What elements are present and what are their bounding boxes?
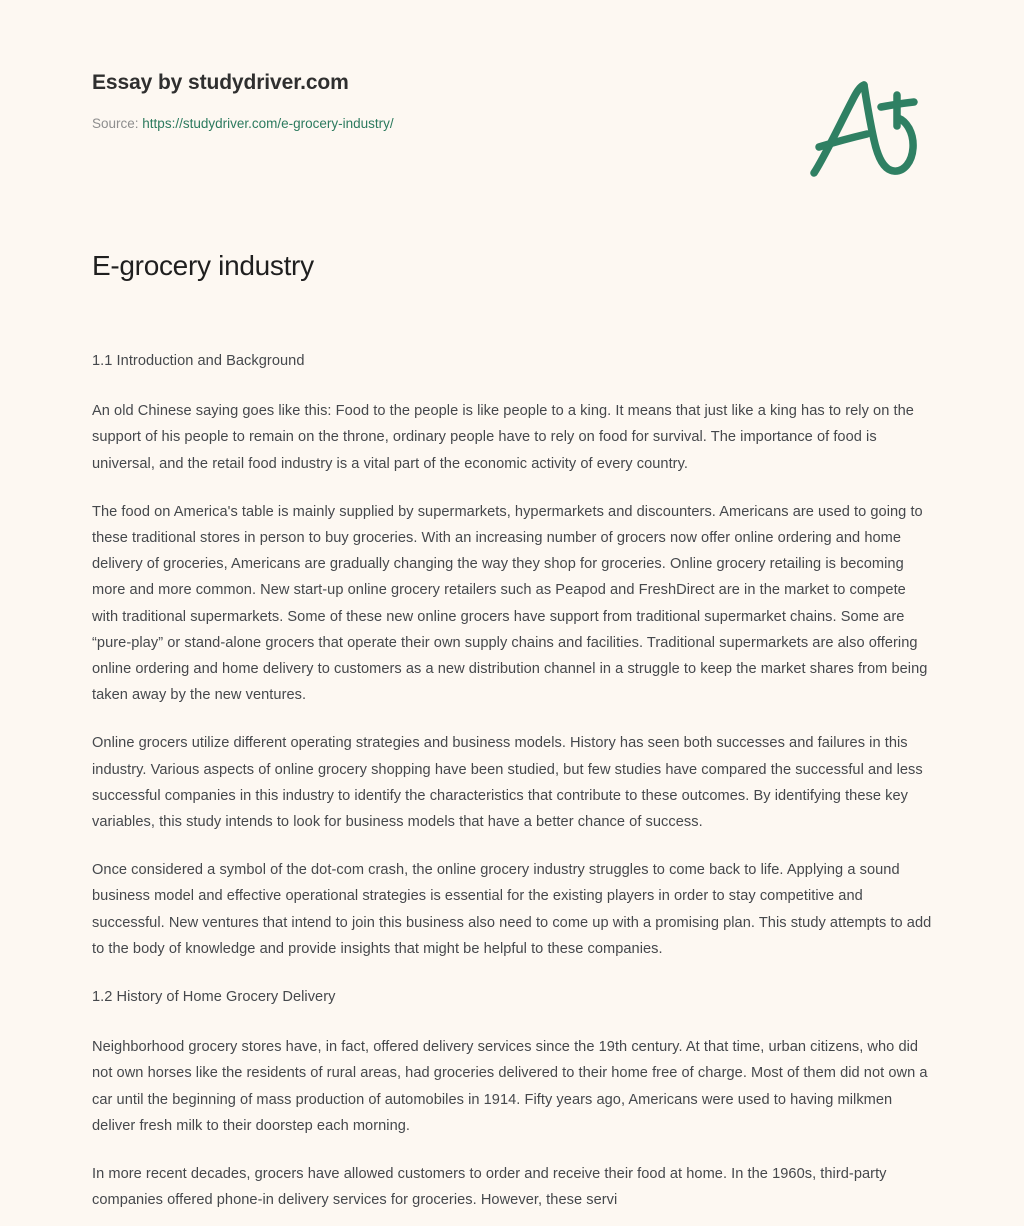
a-plus-logo-icon	[806, 74, 924, 182]
paragraph-recent-decades: In more recent decades, grocers have allowed customers to order and receive their food at home. In the 1960s, third-party companies offered phone-in delivery services for groceries. However, these servi	[92, 1166, 887, 1209]
section-heading-1-1: 1.1 Introduction and Background	[92, 353, 305, 369]
source-label: Source:	[92, 116, 139, 132]
essay-body	[92, 348, 932, 1213]
paragraph-operating-strategies: Online grocers utilize different operating strategies and business models. History has seen both successes and failures in this industry. Various aspects of online grocery shopping have been studied, but few studies have compared the successful and less successful companies in this industry to identify the characteristics that contribute to these outcomes. By identifying these key variables, this study intends to look for business models that have a better chance of success.	[92, 735, 923, 831]
source-url-link[interactable]: https://studydriver.com/e-grocery-industry/	[142, 116, 394, 132]
paragraph-america-supermarkets: The food on America's table is mainly supplied by supermarkets, hypermarkets and discounters. Americans are used to going to these traditional stores in person to buy groceries. With an increasing number of grocers now offer online ordering and home delivery of groceries, Americans are gradually changing the way they shop for groceries. Online grocery retailing is becoming more and more common. New start-up online grocery retailers such as Peapod and FreshDirect are in the market to compete with traditional supermarkets. Some of these new online grocers have support from traditional supermarket chains. Some are “pure-play” or stand-alone grocers that operate their own supply chains and facilities. Traditional supermarkets are also offering online ordering and home delivery to customers as a new distribution channel in a struggle to keep the market shares from being taken away by the new ventures.	[92, 503, 928, 704]
essay-title: E-grocery industry	[92, 250, 314, 281]
page-header	[0, 0, 1024, 182]
header-left-block	[92, 70, 394, 133]
section-heading-1-2: 1.2 History of Home Grocery Delivery	[92, 989, 336, 1006]
paragraph-intro-chinese-saying: An old Chinese saying goes like this: Food to the people is like people to a king. It means that just like a king has to rely on the support of his people to remain on the throne, ordinary people have to rely on food for survival. The importance of food is universal, and the retail food industry is a vital part of the economic activity of every country.	[92, 403, 914, 472]
source-line	[92, 115, 394, 133]
paragraph-neighborhood-stores: Neighborhood grocery stores have, in fact, offered delivery services since the 19th century. At that time, urban citizens, who did not own horses like the residents of rural areas, had groceries delivered to their home free of charge. Most of them did not own a car until the beginning of mass production of automobiles in 1914. Fifty years ago, Americans were used to having milkmen deliver fresh milk to their doorstep each morning.	[92, 1039, 928, 1134]
page-title: Essay by studydriver.com	[92, 71, 349, 94]
a-plus-logo	[806, 74, 924, 182]
paragraph-dot-com-crash: Once considered a symbol of the dot-com crash, the online grocery industry struggles to come back to life. Applying a sound business model and effective operational strategies is essential for the existing players in order to stay competitive and successful. New ventures that intend to join this business also need to come up with a promising plan. This study attempts to add to the body of knowledge and provide insights that might be helpful to these companies.	[92, 862, 932, 957]
